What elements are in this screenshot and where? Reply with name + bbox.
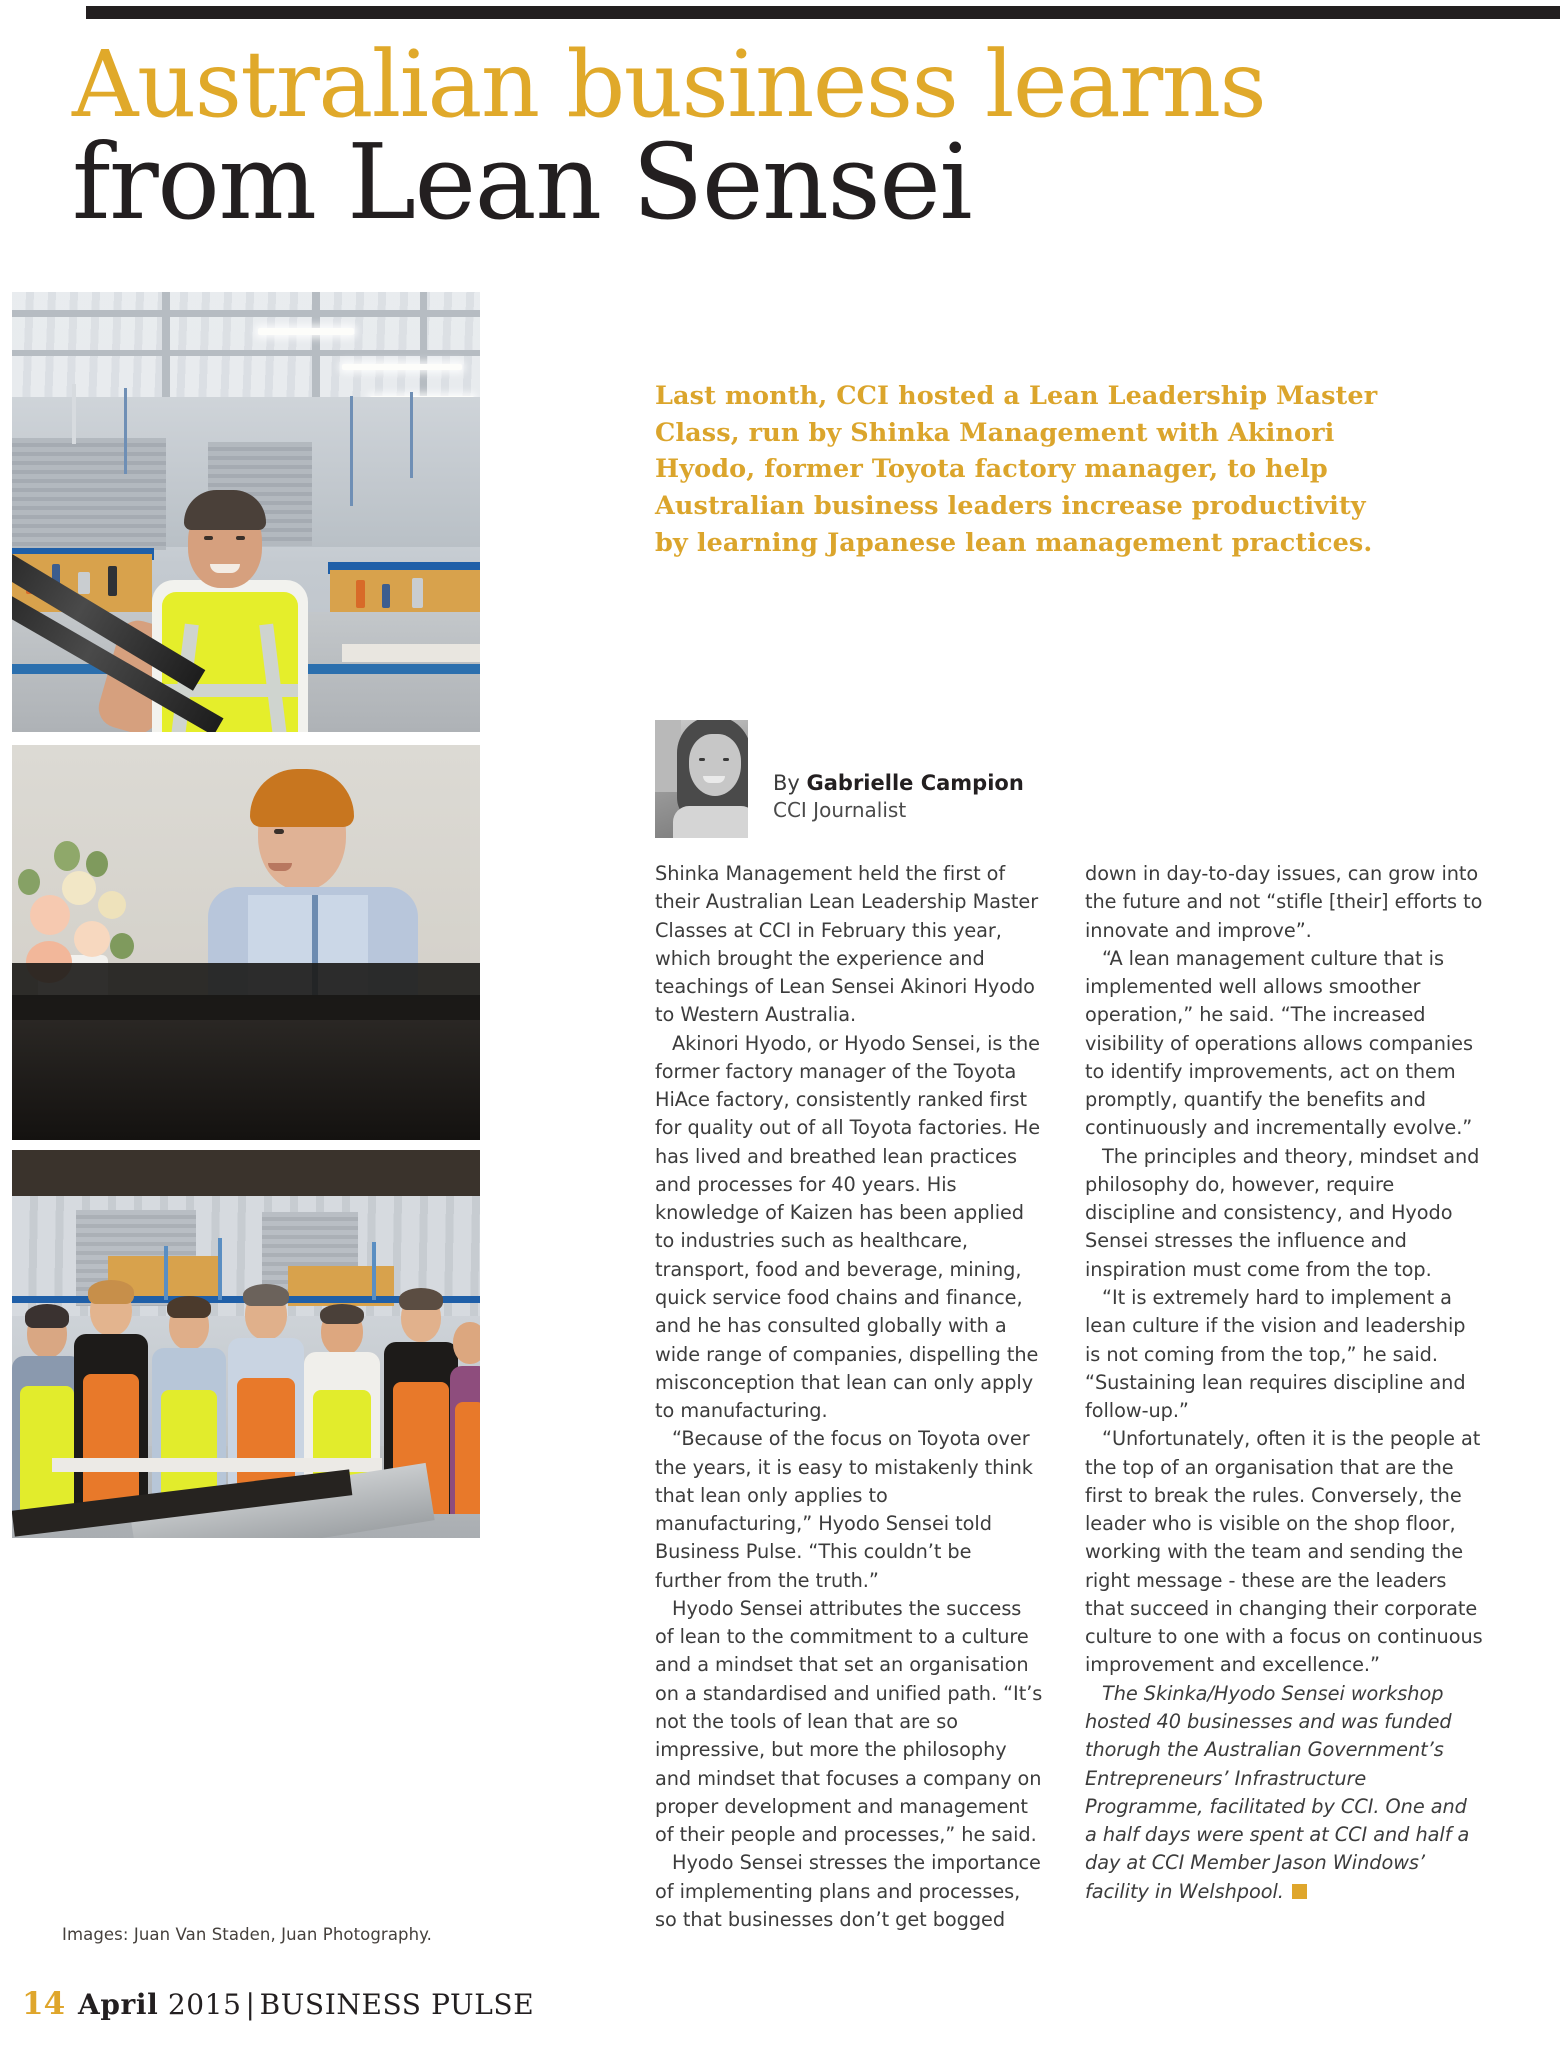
body-paragraph: “A lean management culture that is implemented well allows smoother operation,” he said. “The increased visibility of operations allows companies to identify improvements, act on them promptly, quantify the benefits and continuously and incrementally evolve.” [1085,946,1473,1140]
body-column-right [1085,860,1483,1906]
footer-separator: | [245,1988,256,2021]
body-paragraph: Akinori Hyodo, or Hyodo Sensei, is the former factory manager of the Toyota HiAce factory, consistently ranked first for quality out of all Toyota factories. He has lived and breathed lean practices and processes for 40 years. His knowledge of Kaizen has been applied to industries such as healthcare, transport, food and beverage, mining, quick service food chains and finance, and he has consulted globally with a wide range of companies, dispelling the misconception that lean can only apply to manufacturing. [655,1031,1041,1423]
byline-author-line [773,770,1024,797]
byline-author-role: CCI Journalist [773,797,907,822]
end-of-article-marker [1292,1884,1307,1899]
body-paragraph: “Unfortunately, often it is the people at the top of an organisation that are the first to break the rules. Conversely, the leader who is visible on the shop floor, working with the team and sending the right message - these are the leaders that succeed in changing their corporate culture to one with a focus on continuous improvement and excellence.” [1085,1427,1483,1677]
body-paragraph: “Because of the focus on Toyota over the years, it is easy to mistakenly think that lean only applies to manufacturing,” Hyodo Sensei told Business Pulse. “This couldn’t be further from the truth.” [655,1427,1033,1592]
headline-line-2: from Lean Sensei [72,121,972,244]
headline-line-1: Australian business learns [72,31,1266,138]
image-credit: Images: Juan Van Staden, Juan Photography. [62,1925,433,1944]
byline [655,720,1175,838]
body-paragraph: down in day-to-day issues, can grow into the future and not “stifle [their] efforts to innovate and improve”. [1085,862,1483,942]
footer-year: 2015 [167,1988,242,2021]
top-rule-divider [86,6,1560,19]
standfirst-intro: Last month, CCI hosted a Lean Leadership Master Class, run by Shinka Management with Akinori Hyodo, former Toyota factory manager, to help Australian business leaders increase productivity by learning Japanese lean management practices. [655,381,1378,558]
body-paragraph: Hyodo Sensei attributes the success of lean to the commitment to a culture and a mindset that set an organisation on a standardised and unified path. “It’s not the tools of lean that are so impressive, but more the philosophy and mindset that focuses a company on proper development and management of their people and processes,” he said. [655,1596,1043,1847]
body-column-middle [655,860,1043,1934]
byline-prefix: By [773,771,807,795]
article-photo-group [12,1150,480,1538]
author-avatar [655,720,748,838]
footer-issue-line [78,1988,534,2021]
page-number: 14 [22,1986,66,2022]
body-paragraph: The principles and theory, mindset and philosophy do, however, require discipline and consistency, and Hyodo Sensei stresses the influence and inspiration must come from the top. [1085,1144,1480,1281]
article-photo-speaker [12,745,480,1140]
body-paragraph: Hyodo Sensei stresses the importance of implementing plans and processes, so that businesses don’t get bogged [655,1851,1041,1931]
footer-masthead: BUSINESS PULSE [259,1988,535,2021]
body-paragraph: Shinka Management held the first of their Australian Lean Leadership Master Classes at CCI in February this year, which brought the experience and teachings of Lean Sensei Akinori Hyodo to Western Australia. [655,862,1039,1027]
body-paragraph-italic-note: The Skinka/Hyodo Sensei workshop hosted 40 businesses and was funded thorugh the Australian Government’s Entrepreneurs’ Infrastructure Programme, facilitated by CCI. One and a half days were spent at CCI and half a day at CCI Member Jason Windows’ facility in Welshpool. [1085,1681,1470,1903]
body-paragraph: “It is extremely hard to implement a lean culture if the vision and leadership is not coming from the top,” he said. “Sustaining lean requires discipline and follow-up.” [1085,1285,1466,1423]
footer-month: April [78,1988,159,2021]
byline-author-name: Gabrielle Campion [806,771,1024,795]
article-photo-factory-worker [12,292,480,732]
page-title [72,31,1492,244]
